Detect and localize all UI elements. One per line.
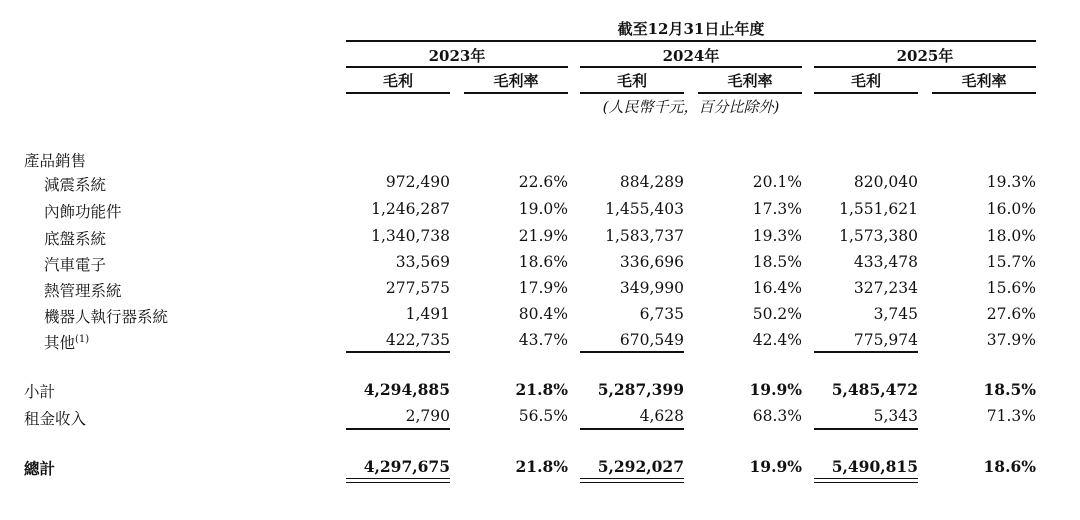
- subtotal-label: 小計: [24, 383, 56, 401]
- cell-margin-2023: 17.9%: [518, 279, 568, 297]
- total-double-rule: [814, 478, 918, 483]
- cell-margin-2023: 21.8%: [515, 457, 568, 476]
- cell-margin-2023: 18.6%: [518, 253, 568, 271]
- col-gross-profit-2023: 毛利: [382, 72, 413, 90]
- row-label-text: 減震系統: [44, 176, 107, 194]
- cell-margin-2023: 22.6%: [518, 173, 568, 191]
- subtotal-rule: [580, 351, 684, 353]
- row-label: [44, 173, 106, 195]
- unit-note: (人民幣千元，百分比除外): [602, 98, 780, 116]
- cell-gp-2025: 433,478: [853, 253, 918, 271]
- cell-margin-2023: 43.7%: [518, 331, 568, 349]
- cell-gp-2023: 2,790: [405, 407, 450, 425]
- col-rule: [580, 92, 684, 94]
- row-label: [44, 305, 168, 327]
- row-label-text: 內飾功能件: [44, 203, 122, 221]
- cell-gp-2023: 277,575: [385, 279, 450, 297]
- cell-margin-2024: 42.4%: [752, 331, 802, 349]
- cell-gp-2024: 5,292,027: [597, 457, 684, 476]
- col-gross-profit-2025: 毛利: [850, 72, 881, 90]
- cell-margin-2025: 71.3%: [986, 407, 1036, 425]
- subtotal-rule: [346, 351, 450, 353]
- cell-gp-2023: 422,735: [385, 331, 450, 349]
- cell-margin-2023: 56.5%: [518, 407, 568, 425]
- period-title: 截至12月31日止年度: [617, 20, 765, 38]
- cell-margin-2025: 18.0%: [986, 227, 1036, 245]
- section-product-sales: 產品銷售: [24, 152, 87, 170]
- cell-gp-2024: 1,455,403: [605, 200, 684, 218]
- cell-gp-2025: 5,343: [873, 407, 918, 425]
- cell-margin-2025: 16.0%: [986, 200, 1036, 218]
- col-rule: [932, 92, 1036, 94]
- cell-margin-2023: 21.8%: [515, 380, 568, 399]
- year-2023: 2023年: [428, 47, 486, 65]
- subtotal-rule: [814, 351, 918, 353]
- year-2025: 2025年: [896, 47, 954, 65]
- cell-gp-2023: 972,490: [385, 173, 450, 191]
- total-label: 總計: [24, 459, 56, 478]
- rental-rule: [814, 428, 918, 430]
- row-label: [44, 253, 106, 275]
- year-rule-2025: [814, 66, 1036, 68]
- cell-margin-2024: 19.9%: [749, 457, 802, 476]
- cell-gp-2025: 775,974: [853, 331, 918, 349]
- col-margin-2025: 毛利率: [961, 72, 1007, 90]
- cell-margin-2024: 19.9%: [749, 380, 802, 399]
- cell-gp-2023: 1,340,738: [371, 227, 450, 245]
- total-double-rule: [346, 478, 450, 483]
- cell-gp-2024: 336,696: [619, 253, 684, 271]
- cell-margin-2024: 19.3%: [752, 227, 802, 245]
- cell-gp-2025: 1,551,621: [839, 200, 918, 218]
- cell-margin-2024: 17.3%: [752, 200, 802, 218]
- cell-margin-2025: 37.9%: [986, 331, 1036, 349]
- cell-gp-2023: 4,297,675: [363, 457, 450, 476]
- cell-gp-2024: 670,549: [619, 331, 684, 349]
- row-label-text: 汽車電子: [44, 256, 107, 274]
- col-gross-profit-2024: 毛利: [616, 72, 647, 90]
- cell-margin-2024: 18.5%: [752, 253, 802, 271]
- col-rule: [814, 92, 918, 94]
- col-margin-2023: 毛利率: [493, 72, 539, 90]
- footnote-marker: (1): [75, 333, 90, 345]
- cell-margin-2025: 15.6%: [986, 279, 1036, 297]
- row-label: [44, 227, 106, 249]
- cell-gp-2025: 1,573,380: [839, 227, 918, 245]
- cell-gp-2025: 3,745: [873, 305, 918, 323]
- cell-gp-2023: 1,246,287: [371, 200, 450, 218]
- cell-margin-2024: 20.1%: [752, 173, 802, 191]
- col-rule: [346, 92, 450, 94]
- cell-gp-2024: 6,735: [639, 305, 684, 323]
- row-label-text: 熱管理系統: [44, 282, 122, 300]
- row-label-text: 底盤系統: [44, 230, 107, 248]
- cell-margin-2025: 18.6%: [983, 457, 1036, 476]
- rental-rule: [580, 428, 684, 430]
- rental-label: 租金收入: [24, 410, 87, 428]
- cell-margin-2023: 19.0%: [518, 200, 568, 218]
- year-rule-2023: [346, 66, 568, 68]
- row-label: [44, 279, 122, 301]
- cell-margin-2025: 19.3%: [986, 173, 1036, 191]
- row-label: [44, 200, 122, 222]
- cell-gp-2025: 5,485,472: [831, 380, 918, 399]
- cell-gp-2025: 820,040: [853, 173, 918, 191]
- cell-gp-2024: 4,628: [639, 407, 684, 425]
- cell-margin-2023: 21.9%: [518, 227, 568, 245]
- cell-gp-2024: 884,289: [619, 173, 684, 191]
- header-rule: [346, 40, 1036, 42]
- cell-margin-2025: 27.6%: [986, 305, 1036, 323]
- cell-gp-2024: 349,990: [619, 279, 684, 297]
- cell-margin-2025: 15.7%: [986, 253, 1036, 271]
- cell-margin-2023: 80.4%: [518, 305, 568, 323]
- col-rule: [698, 92, 802, 94]
- row-label-text: 其他: [44, 334, 76, 352]
- total-double-rule: [580, 478, 684, 483]
- cell-gp-2023: 33,569: [395, 253, 450, 271]
- cell-gp-2023: 4,294,885: [363, 380, 450, 399]
- cell-gp-2024: 1,583,737: [605, 227, 684, 245]
- cell-gp-2024: 5,287,399: [597, 380, 684, 399]
- cell-gp-2025: 5,490,815: [831, 457, 918, 476]
- year-2024: 2024年: [662, 47, 720, 65]
- cell-margin-2024: 16.4%: [752, 279, 802, 297]
- year-rule-2024: [580, 66, 802, 68]
- cell-margin-2024: 50.2%: [752, 305, 802, 323]
- col-margin-2024: 毛利率: [727, 72, 773, 90]
- row-label: [44, 331, 89, 353]
- cell-gp-2025: 327,234: [853, 279, 918, 297]
- col-rule: [464, 92, 568, 94]
- row-label-text: 機器人執行器系統: [44, 308, 169, 326]
- cell-margin-2025: 18.5%: [983, 380, 1036, 399]
- rental-rule: [346, 428, 450, 430]
- cell-margin-2024: 68.3%: [752, 407, 802, 425]
- cell-gp-2023: 1,491: [405, 305, 450, 323]
